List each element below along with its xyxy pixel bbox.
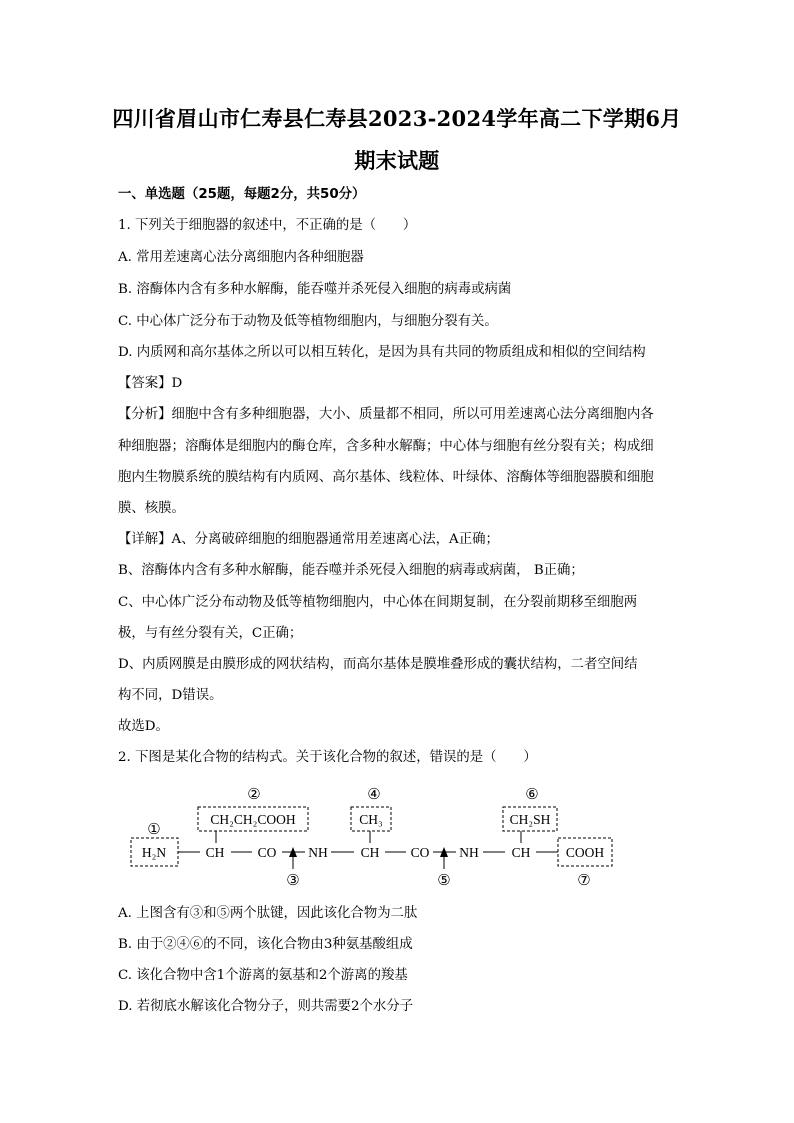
alpha-carbon-label: CH xyxy=(360,845,380,860)
q1-stem: 1. 下列关于细胞器的叙述中，不正确的是（ ） xyxy=(118,218,417,233)
q1-detail-line: 构不同，D错误。 xyxy=(118,688,223,703)
alpha-carbon-label: CH xyxy=(205,845,225,860)
amino-group-label: H₂N xyxy=(141,845,167,860)
amide-nh-label: NH xyxy=(308,845,328,860)
r-group-label-6: CH₂SH xyxy=(509,812,551,827)
q2-option-d: D. 若彻底水解该化合物分子，则共需要2个水分子 xyxy=(118,999,414,1014)
amide-nh-label: NH xyxy=(459,845,479,860)
q1-detail-line: 故选D。 xyxy=(118,719,169,734)
q1-detail-line: B、溶酶体内含有多种水解酶，能吞噬并杀死侵入细胞的病毒或病菌， B正确； xyxy=(118,563,584,578)
marker-3: ③ xyxy=(286,873,300,889)
r-group-label-2: CH₂CH₂COOH xyxy=(210,812,296,827)
q1-option-a: A. 常用差速离心法分离细胞内各种细胞器 xyxy=(118,250,364,265)
marker-2: ② xyxy=(247,787,261,803)
q1-analysis-line: 种细胞器；溶酶体是细胞内的酶仓库，含多种水解酶；中心体与细胞有丝分裂有关；构成细 xyxy=(118,439,654,454)
q1-option-c: C. 中心体广泛分布于动物及低等植物细胞内，与细胞分裂有关。 xyxy=(118,314,498,329)
page-title-line-1: 四川省眉山市仁寿县仁寿县2023-2024学年高二下学期6月 xyxy=(112,106,682,131)
marker-4: ④ xyxy=(367,787,381,803)
peptide-structure-diagram xyxy=(118,780,618,892)
marker-5: ⑤ xyxy=(437,873,451,889)
q2-option-a: A. 上图含有③和⑤两个肽键，因此该化合物为二肽 xyxy=(118,906,418,921)
q1-detail-line: 极，与有丝分裂有关，C正确； xyxy=(118,626,303,641)
q1-detail-line: 【详解】A、分离破碎细胞的细胞器通常用差速离心法，A正确； xyxy=(118,532,499,547)
alpha-carbon-label: CH xyxy=(511,845,531,860)
marker-6: ⑥ xyxy=(525,787,539,803)
q1-analysis-line: 胞内生物膜系统的膜结构有内质网、高尔基体、线粒体、叶绿体、溶酶体等细胞器膜和细胞 xyxy=(118,470,654,485)
marker-1: ① xyxy=(147,822,161,838)
q1-option-b: B. 溶酶体内含有多种水解酶，能吞噬并杀死侵入细胞的病毒或病菌 xyxy=(118,282,512,297)
q1-analysis-line: 膜、核膜。 xyxy=(118,501,185,516)
carbonyl-label: CO xyxy=(410,845,430,860)
carbonyl-label: CO xyxy=(257,845,277,860)
section-heading: 一、单选题（25题，每题2分，共50分） xyxy=(118,187,366,202)
q1-detail-line: D、内质网膜是由膜形成的网状结构，而高尔基体是膜堆叠形成的囊状结构，二者空间结 xyxy=(118,657,638,672)
q1-analysis-line: 【分析】细胞中含有多种细胞器，大小、质量都不相同，所以可用差速离心法分离细胞内各 xyxy=(118,407,654,422)
marker-7: ⑦ xyxy=(577,873,591,889)
q2-stem: 2. 下图是某化合物的结构式。关于该化合物的叙述，错误的是（ ） xyxy=(118,750,537,765)
q2-option-b: B. 由于②④⑥的不同，该化合物由3种氨基酸组成 xyxy=(118,937,413,952)
q1-answer: 【答案】D xyxy=(118,376,183,391)
q1-option-d: D. 内质网和高尔基体之所以可以相互转化，是因为具有共同的物质组成和相似的空间结构 xyxy=(118,345,646,360)
q2-option-c: C. 该化合物中含1个游离的氨基和2个游离的羧基 xyxy=(118,968,408,983)
carboxyl-group-label: COOH xyxy=(565,845,605,860)
r-group-label-4: CH₃ xyxy=(359,812,383,827)
page-title-line-2: 期末试题 xyxy=(354,148,440,173)
q1-detail-line: C、中心体广泛分布动物及低等植物细胞内，中心体在间期复制，在分裂前期移至细胞两 xyxy=(118,595,638,610)
